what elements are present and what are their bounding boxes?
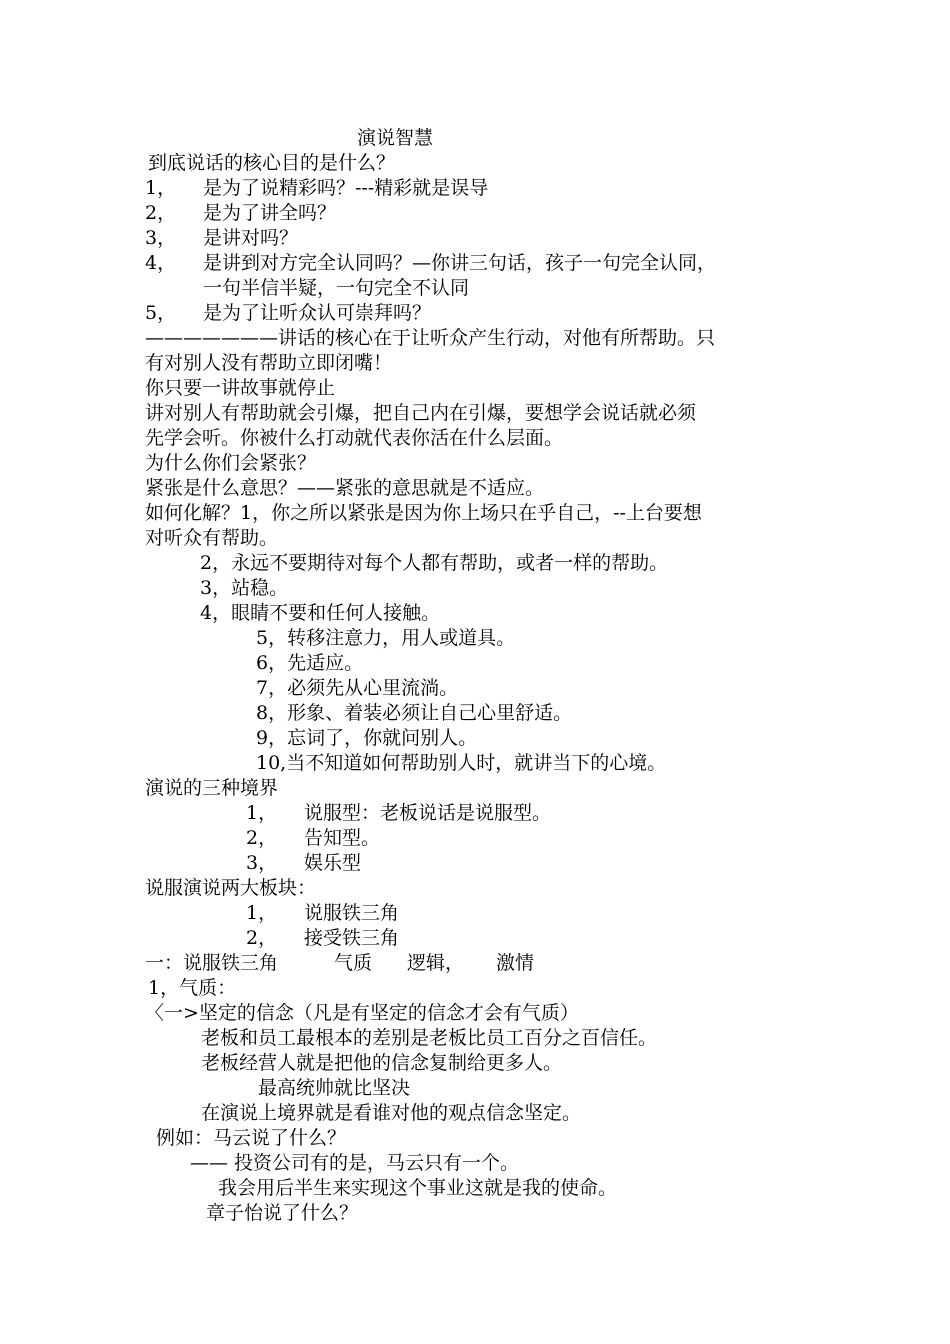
list-number: 2， <box>246 827 278 849</box>
text-line: 有对别人没有帮助立即闭嘴！ <box>145 352 393 374</box>
text-line: 对听众有帮助。 <box>145 527 279 549</box>
list-number: 5， <box>145 302 177 324</box>
text-line: 5，转移注意力，用人或道具。 <box>256 627 516 649</box>
text-line: —— 投资公司有的是，马云只有一个。 <box>190 1152 520 1174</box>
text-line: 例如：马云说了什么？ <box>156 1127 347 1149</box>
text-line: 激情 <box>496 952 535 974</box>
text-line: 〈一>坚定的信念（凡是有坚定的信念才会有气质） <box>145 1002 579 1024</box>
text-line: 你只要一讲故事就停止 <box>145 377 336 399</box>
list-number: 4， <box>145 252 177 274</box>
text-line: 章子怡说了什么？ <box>206 1202 359 1224</box>
text-line: 说服铁三角 <box>304 902 400 924</box>
text-line: 10,当不知道如何帮助别人时，就讲当下的心境。 <box>256 752 667 774</box>
text-line: 4，眼睛不要和任何人接触。 <box>200 602 441 624</box>
text-line: 告知型。 <box>304 827 381 849</box>
text-line: 在演说上境界就是看谁对他的观点信念坚定。 <box>201 1102 582 1124</box>
text-line: 1，气质： <box>148 977 237 999</box>
text-line: 是为了讲全吗？ <box>203 202 337 224</box>
text-line: 老板经营人就是把他的信念复制给更多人。 <box>201 1052 563 1074</box>
text-line: 2，永远不要期待对每个人都有帮助，或者一样的帮助。 <box>200 552 669 574</box>
text-line: 说服型：老板说话是说服型。 <box>304 802 552 824</box>
section-heading: 说服演说两大板块： <box>145 877 317 899</box>
text-line: 到底说话的核心目的是什么？ <box>148 152 396 174</box>
text-line: 先学会听。你被什么打动就代表你活在什么层面。 <box>145 427 564 449</box>
text-line: 一句半信半疑，一句完全不认同 <box>203 277 470 299</box>
text-line: 紧张是什么意思？——紧张的意思就是不适应。 <box>145 477 545 499</box>
text-line: 老板和员工最根本的差别是老板比员工百分之百信任。 <box>201 1027 658 1049</box>
text-line: 逻辑， <box>407 952 465 974</box>
list-number: 3， <box>246 852 278 874</box>
text-line: 是为了说精彩吗？---精彩就是误导 <box>203 177 489 199</box>
list-number: 1， <box>246 802 278 824</box>
text-line: 为什么你们会紧张？ <box>145 452 317 474</box>
text-line: 9，忘词了，你就问别人。 <box>256 727 478 749</box>
text-line: 接受铁三角 <box>304 927 400 949</box>
text-line: 我会用后半生来实现这个事业这就是我的使命。 <box>218 1177 618 1199</box>
list-number: 2， <box>246 927 278 949</box>
document-title: 演说智慧 <box>357 127 434 149</box>
text-line: 讲对别人有帮助就会引爆，把自己内在引爆，要想学会说话就必须 <box>145 402 697 424</box>
text-line: 6，先适应。 <box>256 652 364 674</box>
section-heading: 演说的三种境界 <box>145 777 279 799</box>
text-line: 如何化解？1，你之所以紧张是因为你上场只在乎自己，--上台要想 <box>145 502 702 524</box>
section-heading: 一：说服铁三角 <box>145 952 279 974</box>
text-line: 娱乐型 <box>304 852 362 874</box>
text-line: 是为了让听众认可崇拜吗？ <box>203 302 432 324</box>
text-line: 7，必须先从心里流淌。 <box>256 677 459 699</box>
text-line: ———————讲话的核心在于让听众产生行动，对他有所帮助。只 <box>145 327 716 349</box>
text-line: 8，形象、着装必须让自己心里舒适。 <box>256 702 573 724</box>
text-line: 3，站稳。 <box>200 577 289 599</box>
list-number: 3， <box>145 227 177 249</box>
text-line: 气质 <box>334 952 373 974</box>
text-line: 是讲对吗？ <box>203 227 299 249</box>
list-number: 1， <box>145 177 177 199</box>
text-line: 最高统帅就比坚决 <box>258 1077 411 1099</box>
list-number: 2， <box>145 202 177 224</box>
text-line: 是讲到对方完全认同吗？—你讲三句话，孩子一句完全认同， <box>203 252 717 274</box>
list-number: 1， <box>246 902 278 924</box>
